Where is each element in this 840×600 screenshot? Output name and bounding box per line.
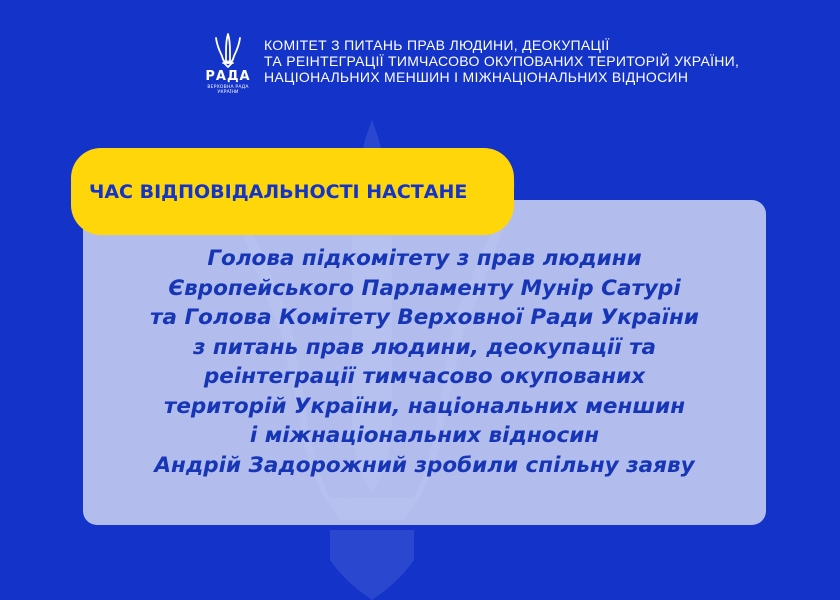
committee-name-line: КОМІТЕТ З ПИТАНЬ ПРАВ ЛЮДИНИ, ДЕОКУПАЦІЇ [264,37,610,53]
rada-logo [196,30,260,105]
logo-subtitle-line2: УКРАЇНИ [217,90,239,95]
headline-text: ЧАС ВІДПОВІДАЛЬНОСТІ НАСТАНЕ [89,180,468,203]
logo-name: РАДА [205,69,251,84]
statement-line: Андрій Задорожний зробили спільну заяву [154,452,695,478]
header [196,30,816,105]
committee-name-line: ТА РЕІНТЕГРАЦІЇ ТИМЧАСОВО ОКУПОВАНИХ ТЕРИТОРІЙ УКРАЇНИ, [264,53,740,69]
statement-line: та Голова Комітету Верховної Ради України [150,305,699,330]
statement-line: Голова підкомітету з прав людини [207,246,642,271]
committee-name-line: НАЦІОНАЛЬНИХ МЕНШИН І МІЖНАЦІОНАЛЬНИХ ВІДНОСИН [264,69,689,85]
statement-line: територій України, національних меншин [163,393,686,419]
trident-icon [213,32,243,68]
statement-card [83,200,766,525]
logo-subtitle [196,85,260,95]
statement-text [83,244,766,480]
committee-name [264,37,824,85]
logo-subtitle-line1: ВЕРХОВНА РАДА [207,85,249,90]
headline-banner [71,148,514,235]
statement-line: Європейського Парламенту Мунір Сатурі [168,275,681,301]
statement-line: і міжнаціональних відносин [249,423,600,448]
statement-line: з питань прав людини, деокупації та [192,334,657,360]
statement-line: реінтеграції тимчасово окупованих [203,364,646,389]
